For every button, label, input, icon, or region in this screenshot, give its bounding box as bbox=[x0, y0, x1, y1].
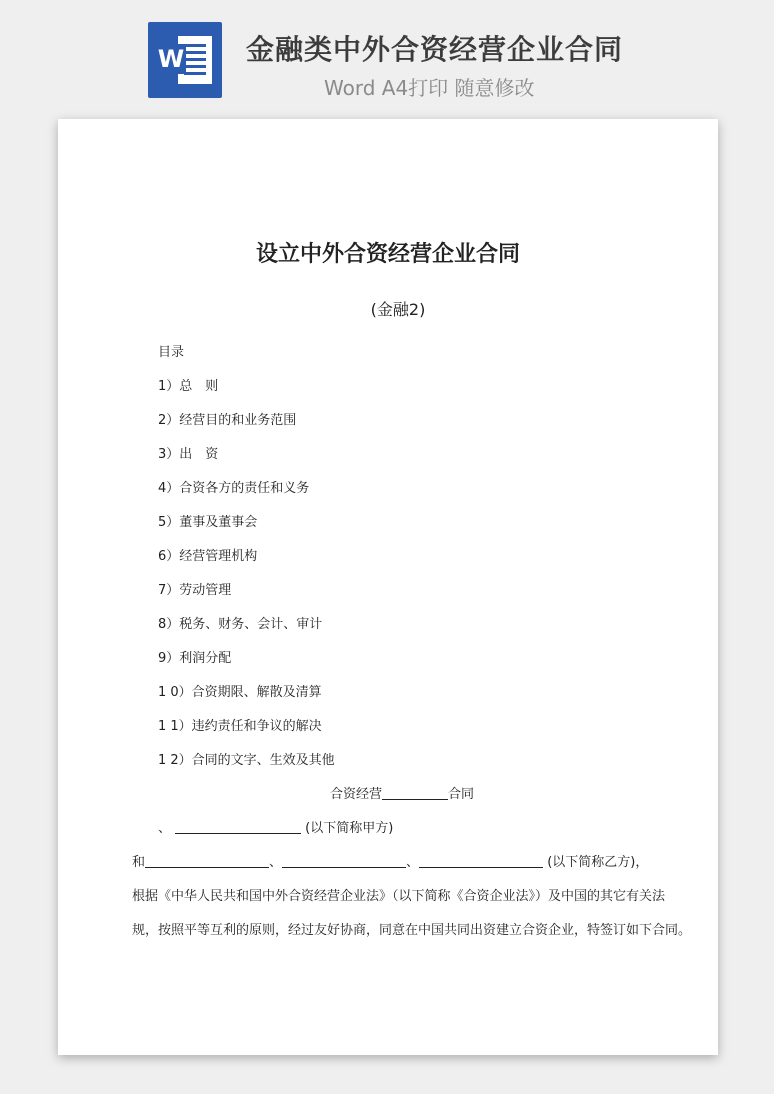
contract-name-suffix: 合同 bbox=[448, 787, 475, 802]
agreement-paragraph-line-1: 根据《中华人民共和国中外合资经营企业法》（以下简称《合资企业法》）及中国的其它有关法 bbox=[132, 889, 666, 904]
party-b-blank-2[interactable] bbox=[282, 854, 406, 868]
toc-item: 8）税务、财务、会计、审计 bbox=[158, 617, 323, 632]
toc-heading: 目录 bbox=[158, 345, 185, 360]
word-letter: W bbox=[157, 45, 185, 73]
party-a-blank[interactable] bbox=[175, 820, 301, 834]
party-b-blank-3[interactable] bbox=[419, 854, 543, 868]
party-b-line bbox=[132, 851, 648, 870]
toc-item: 7）劳动管理 bbox=[158, 583, 232, 598]
party-a-suffix: (以下简称甲方) bbox=[305, 821, 394, 836]
party-b-sep-1: 、 bbox=[269, 855, 283, 870]
party-b-prefix: 和 bbox=[132, 855, 146, 870]
toc-item: 5）董事及董事会 bbox=[158, 515, 258, 530]
toc-item: 1 0）合资期限、解散及清算 bbox=[158, 685, 322, 700]
toc-item: 9）利润分配 bbox=[158, 651, 232, 666]
document-subtitle: (金融2) bbox=[370, 300, 426, 319]
toc-item: 6）经营管理机构 bbox=[158, 549, 258, 564]
document-page bbox=[58, 119, 718, 1055]
toc-item: 4）合资各方的责任和义务 bbox=[158, 481, 310, 496]
toc-item: 1）总 则 bbox=[158, 379, 219, 394]
page-title: 金融类中外合资经营企业合同 bbox=[246, 33, 624, 66]
contract-name-blank[interactable] bbox=[382, 786, 448, 800]
header bbox=[0, 0, 774, 110]
toc-item: 2）经营目的和业务范围 bbox=[158, 413, 297, 428]
party-a-line bbox=[158, 817, 393, 836]
contract-name-line bbox=[330, 783, 474, 802]
agreement-paragraph-line-2: 规，按照平等互利的原则，经过友好协商，同意在中国共同出资建立合资企业，特签订如下合同。 bbox=[132, 923, 692, 938]
contract-name-prefix: 合资经营 bbox=[330, 787, 383, 802]
toc-item: 1 1）违约责任和争议的解决 bbox=[158, 719, 322, 734]
party-a-prefix: 、 bbox=[158, 821, 172, 836]
party-b-sep-2: 、 bbox=[406, 855, 420, 870]
word-icon bbox=[148, 22, 222, 98]
toc-item: 3）出 资 bbox=[158, 447, 219, 462]
page-subtitle: Word A4打印 随意修改 bbox=[324, 76, 535, 100]
party-b-blank-1[interactable] bbox=[145, 854, 269, 868]
document-title: 设立中外合资经营企业合同 bbox=[255, 242, 520, 267]
toc-item: 1 2）合同的文字、生效及其他 bbox=[158, 753, 335, 768]
party-b-suffix: (以下简称乙方)， bbox=[547, 855, 649, 870]
